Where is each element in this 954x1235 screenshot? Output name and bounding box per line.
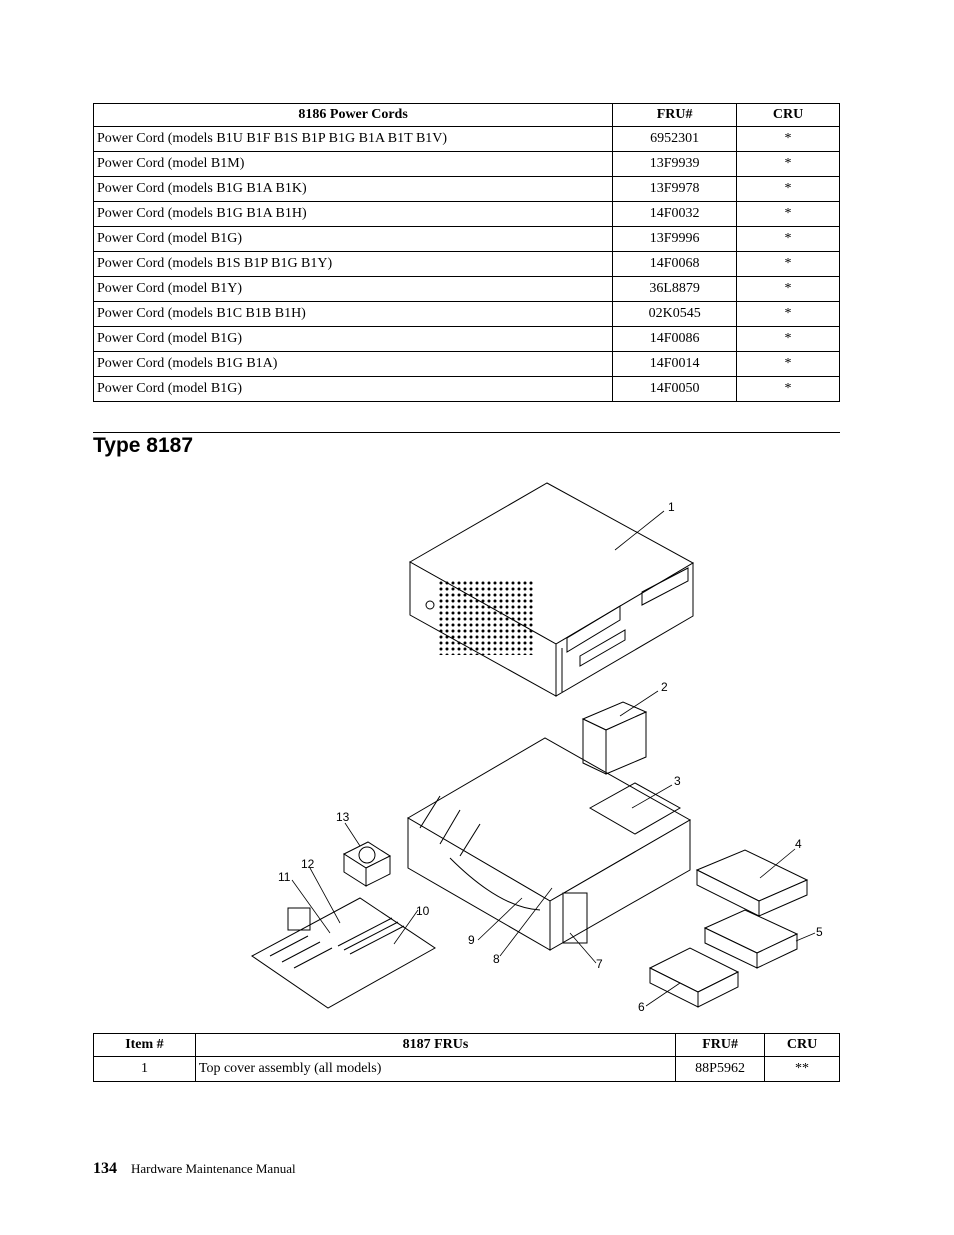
table-cell: Power Cord (models B1G B1A) xyxy=(94,352,613,377)
table-cell: 6952301 xyxy=(613,127,737,152)
table-cell: Power Cord (model B1Y) xyxy=(94,277,613,302)
callout-7: 7 xyxy=(596,957,603,971)
table-row xyxy=(94,377,840,402)
table-cell: Power Cord (models B1S B1P B1G B1Y) xyxy=(94,252,613,277)
table-cell: * xyxy=(737,177,840,202)
table-row xyxy=(94,152,840,177)
table-cell: ** xyxy=(765,1057,840,1082)
table-cell: Top cover assembly (all models) xyxy=(195,1057,675,1082)
table-cell: Power Cord (model B1G) xyxy=(94,227,613,252)
callout-10: 10 xyxy=(416,904,430,918)
heatsink-illustration xyxy=(344,842,390,886)
fru-table xyxy=(93,1033,840,1082)
table-cell: 14F0014 xyxy=(613,352,737,377)
diskette-drive-illustration xyxy=(650,948,738,1007)
table-cell: 13F9939 xyxy=(613,152,737,177)
cd-drive-illustration xyxy=(697,850,807,916)
table-cell: 14F0068 xyxy=(613,252,737,277)
callout-3: 3 xyxy=(674,774,681,788)
table-row xyxy=(94,202,840,227)
table-row xyxy=(94,252,840,277)
table-cell: 02K0545 xyxy=(613,302,737,327)
table-cell: Power Cord (model B1G) xyxy=(94,327,613,352)
table-cell: * xyxy=(737,302,840,327)
callout-6: 6 xyxy=(638,1000,645,1014)
callout-13: 13 xyxy=(336,810,350,824)
table-cell: 14F0086 xyxy=(613,327,737,352)
hard-drive-illustration xyxy=(705,910,797,968)
table-row xyxy=(94,177,840,202)
table-cell: * xyxy=(737,202,840,227)
callout-4: 4 xyxy=(795,837,802,851)
table-row xyxy=(94,127,840,152)
table-cell: 13F9996 xyxy=(613,227,737,252)
callout-8: 8 xyxy=(493,952,500,966)
column-header-fru: FRU# xyxy=(613,104,737,127)
table-cell: 14F0032 xyxy=(613,202,737,227)
table-header-row xyxy=(94,104,840,127)
column-header-fru: FRU# xyxy=(676,1034,765,1057)
column-header-item: Item # xyxy=(94,1034,196,1057)
exploded-view-diagram xyxy=(240,478,840,1018)
table-cell: * xyxy=(737,377,840,402)
table-row xyxy=(94,227,840,252)
column-header-cru: CRU xyxy=(765,1034,840,1057)
table-cell: * xyxy=(737,127,840,152)
callout-12: 12 xyxy=(301,857,315,871)
callout-2: 2 xyxy=(661,680,668,694)
callout-5: 5 xyxy=(816,925,823,939)
table-row xyxy=(94,302,840,327)
table-cell: 1 xyxy=(94,1057,196,1082)
table-cell: 36L8879 xyxy=(613,277,737,302)
column-header-frus: 8187 FRUs xyxy=(195,1034,675,1057)
table-cell: Power Cord (models B1C B1B B1H) xyxy=(94,302,613,327)
table-cell: Power Cord (models B1U B1F B1S B1P B1G B1A B1T B1V) xyxy=(94,127,613,152)
table-cell: * xyxy=(737,327,840,352)
table-row xyxy=(94,277,840,302)
power-supply-illustration xyxy=(583,702,646,774)
page-number: 134 xyxy=(93,1160,117,1177)
page-footer xyxy=(93,1160,296,1178)
table-cell: * xyxy=(737,227,840,252)
chassis-illustration xyxy=(408,738,690,950)
callout-9: 9 xyxy=(468,933,475,947)
table-cell: Power Cord (models B1G B1A B1K) xyxy=(94,177,613,202)
table-cell: * xyxy=(737,277,840,302)
table-cell: 88P5962 xyxy=(676,1057,765,1082)
table-cell: * xyxy=(737,152,840,177)
system-board-illustration xyxy=(252,898,435,1008)
table-cell: * xyxy=(737,252,840,277)
power-cords-table xyxy=(93,103,840,402)
table-row xyxy=(94,327,840,352)
callout-11: 11 xyxy=(278,870,291,884)
table-row xyxy=(94,1057,840,1082)
column-header-cru: CRU xyxy=(737,104,840,127)
callout-1: 1 xyxy=(668,500,675,514)
table-row xyxy=(94,352,840,377)
table-cell: Power Cord (model B1M) xyxy=(94,152,613,177)
table-cell: Power Cord (model B1G) xyxy=(94,377,613,402)
section-divider xyxy=(93,432,840,433)
table-cell: 13F9978 xyxy=(613,177,737,202)
manual-title: Hardware Maintenance Manual xyxy=(131,1161,296,1176)
section-title: Type 8187 xyxy=(93,434,194,457)
table-cell: * xyxy=(737,352,840,377)
table-cell: Power Cord (models B1G B1A B1H) xyxy=(94,202,613,227)
column-header-power-cords: 8186 Power Cords xyxy=(94,104,613,127)
top-cover-illustration xyxy=(410,483,693,696)
table-header-row xyxy=(94,1034,840,1057)
table-cell: 14F0050 xyxy=(613,377,737,402)
